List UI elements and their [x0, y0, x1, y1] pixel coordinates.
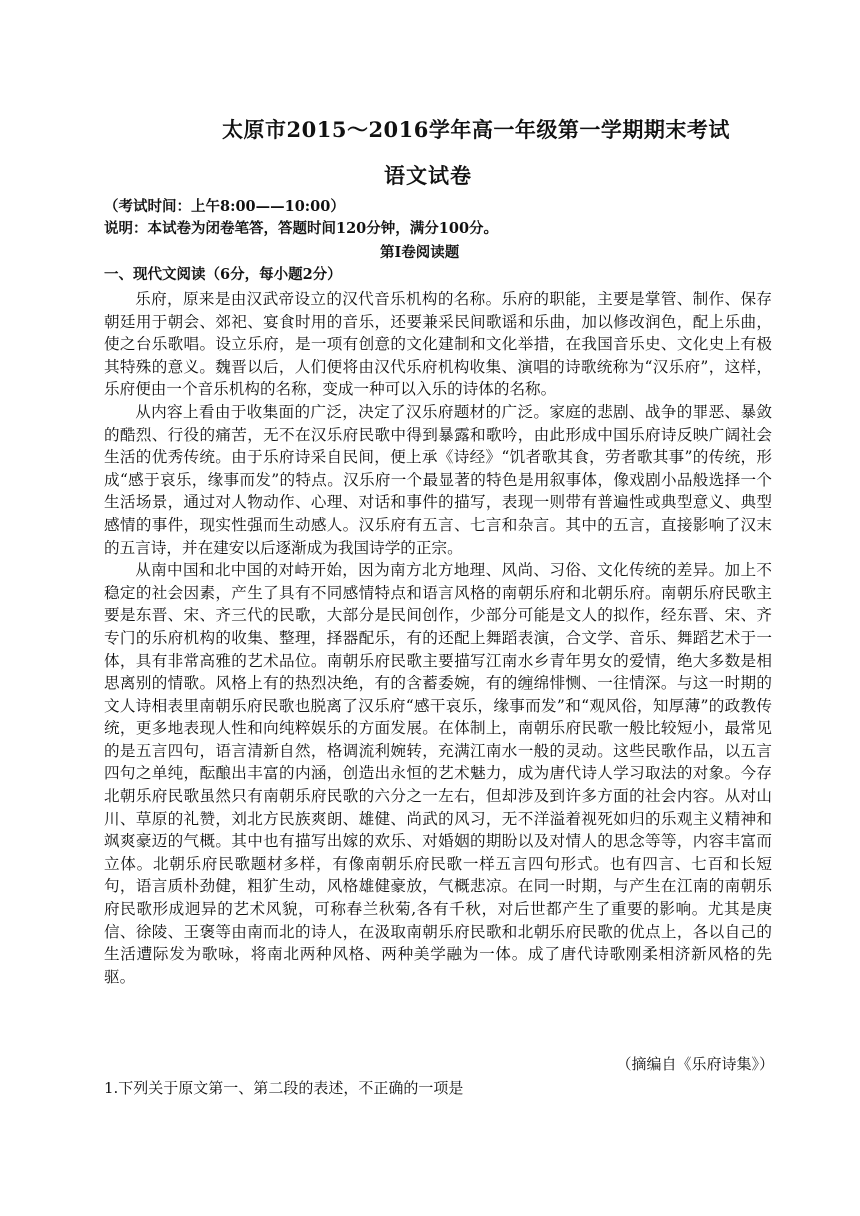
reading-passage	[104, 288, 772, 988]
exam-time: （考试时间：上午8:00——10:00）	[104, 198, 345, 215]
exam-title: 太原市2015～2016学年高一年级第一学期期末考试	[222, 117, 730, 142]
passage-paragraph-3: 从南中国和北中国的对峙开始，因为南方北方地理、风尚、习俗、文化传统的差异。加上不稳定的社会因素，产生了具有不同感情特点和语言风格的南朝乐府和北朝乐府。南朝乐府民歌主要是东晋、宋、齐三代的民歌，大部分是民间创作，少部分可能是文人的拟作，经东晋、宋、齐专门的乐府机构的收集、整理，择器配乐，有的还配上舞蹈表演，合文学、音乐、舞蹈艺术于一体，具有非常高雅的艺术品位。南朝乐府民歌主要描写江南水乡青年男女的爱情，绝大多数是相思离别的情歌。风格上有的热烈决绝，有的含蓄委婉，有的缠绵悱恻、一往情深。与这一时期的文人诗相表里南朝乐府民歌也脱离了汉乐府“感干哀乐，缘事而发”和“观风俗，知厚薄”的政教传统，更多地表现人性和向纯粹娱乐的方面发展。在体制上，南朝乐府民歌一般比较短小，最常见的是五言四句，语言清新自然，格调流利婉转，充满江南水一般的灵动。这些民歌作品，以五言四句之单纯，酝酿出丰富的内涵，创造出永恒的艺术魅力，成为唐代诗人学习取法的对象。今存北朝乐府民歌虽然只有南朝乐府民歌的六分之一左右，但却涉及到许多方面的社会内容。从对山川、草原的礼赞，刘北方民族爽朗、雄健、尚武的风习，无不洋溢着视死如归的乐观主义精神和飒爽豪迈的气概。其中也有描写出嫁的欢乐、对婚姻的期盼以及对情人的思念等等，内容丰富而立体。北朝乐府民歌题材多样，有像南朝乐府民歌一样五言四句形式。也有四言、七百和长短句，语言质朴劲健，粗犷生动，风格雄健豪放，气概悲凉。在同一时期，与产生在江南的南朝乐府民歌形成迥异的艺术风貌，可称春兰秋菊,各有千秋，对后世都产生了重要的影响。尤其是庚信、徐陵、王褒等由南而北的诗人，在汲取南朝乐府民歌和北朝乐府民歌的优点上，各以自己的生活遭际发为歌咏，将南北两种风格、两种美学融为一体。成了唐代诗歌刚柔相济新风格的先驱。	[104, 561, 772, 986]
exam-instructions: 说明：本试卷为闭卷笔答，答题时间120分钟，满分100分。	[104, 220, 499, 237]
section-heading: 一、现代文阅读（6分，每小题2分）	[104, 266, 342, 283]
passage-paragraph-1: 乐府，原来是由汉武帝设立的汉代音乐机构的名称。乐府的职能，主要是掌管、制作、保存朝廷用于朝会、郊祀、宴食时用的音乐，还要兼采民间歌谣和乐曲，加以修改润色，配上乐曲，使之台乐歌唱。设立乐府，是一项有创意的文化建制和文化举措，在我国音乐史、文化史上有极其特殊的意义。魏晋以后，人们便将由汉代乐府机构收集、演唱的诗歌统称为“汉乐府”，这样，乐府便由一个音乐机构的名称，变成一种可以入乐的诗体的名称。	[104, 290, 772, 399]
passage-source: （摘编自《乐府诗集》）	[616, 1055, 774, 1073]
question-1: 1.下列关于原文第一、第二段的表述，不正确的一项是	[104, 1079, 464, 1097]
part-heading: 第Ⅰ卷阅读题	[380, 244, 460, 261]
exam-subtitle: 语文试卷	[384, 163, 472, 188]
passage-paragraph-2: 从内容上看由于收集面的广泛，决定了汉乐府题材的广泛。家庭的悲剧、战争的罪恶、暴敛的酷烈、行役的痛苦，无不在汉乐府民歌中得到暴露和歌吟，由此形成中国乐府诗反映广阔社会生活的优秀传统。由于乐府诗采自民间，便上承《诗经》“饥者歌其食，劳者歌其事”的传统，形成“感于哀乐，缘事而发”的特点。汉乐府一个最显著的特色是用叙事体，像戏剧小品般选择一个生活场景，通过对人物动作、心理、对话和事件的描写，表现一则带有普遍性或典型意义、典型感情的事件，现实性强而生动感人。汉乐府有五言、七言和杂言。其中的五言，直接影响了汉末的五言诗，并在建安以后逐渐成为我国诗学的正宗。	[104, 402, 772, 557]
